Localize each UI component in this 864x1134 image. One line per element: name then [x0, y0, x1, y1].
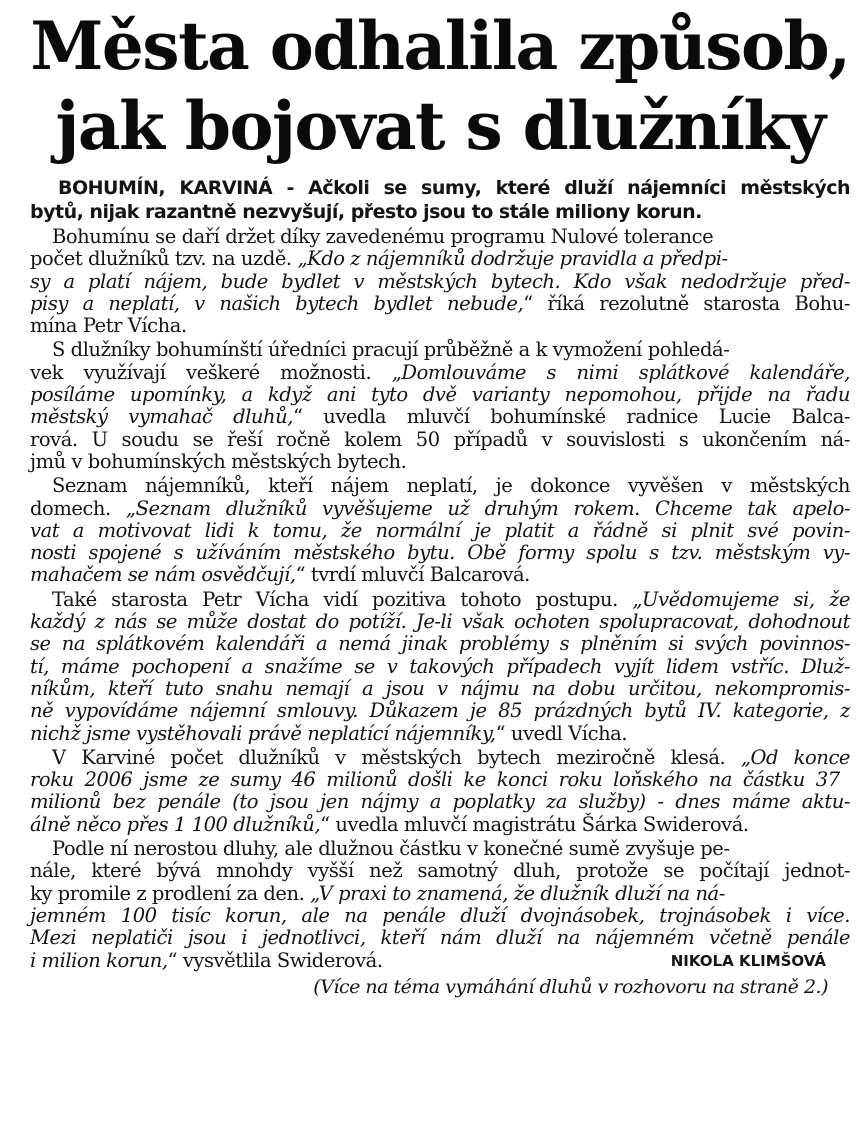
- text-line: [30, 362, 850, 384]
- cross-reference-note: (Více na téma vymáhání dluhů v rozhovoru na straně 2.): [313, 975, 828, 998]
- article-body: [30, 226, 850, 998]
- text-line: [30, 633, 850, 655]
- text-line: [30, 542, 850, 564]
- text-span: Také starosta Petr Vícha vidí pozitiva tohoto postupu.: [52, 587, 633, 611]
- text-span: V Karviné počet dlužníků v městských bytech meziročně klesá.: [52, 745, 741, 769]
- text-line: rová. U soudu se řeší ročně kolem 50 případů v souvislosti s ukončením ná-: [30, 427, 850, 451]
- quote-span: „Kdo z nájemníků dodržuje pravidla a předpi-: [297, 247, 728, 271]
- quote-span: mahačem se nám osvědčují,: [30, 563, 296, 587]
- quote-span: pisy a neplatí, v našich bytech bydlet nebude,: [30, 291, 524, 315]
- quote-span: se na splátkovém kalendáři a nemá jinak problémy s plněním si svých povinnos-: [30, 632, 850, 656]
- text-line: [30, 656, 850, 678]
- text-line: [30, 611, 850, 633]
- text-line: [30, 723, 850, 745]
- quote-span: Mezi neplatiči jsou i jednotlivci, kteří nám dluží na nájemném včetně penále: [30, 926, 850, 950]
- quote-span: jemném 100 tisíc korun, ale na penále dluží dvojnásobek, trojnásobek i více.: [30, 903, 850, 927]
- text-line: [30, 883, 850, 905]
- paragraph-4: [30, 589, 850, 745]
- author-byline: NIKOLA KLIMŠOVÁ: [670, 951, 826, 970]
- text-span: “ tvrdí mluvčí Balcarová.: [295, 563, 530, 587]
- text-span: počet dlužníků tzv. na uzdě.: [30, 247, 298, 271]
- text-line: Bohumínu se daří držet díky zavedenému programu Nulové tolerance: [52, 225, 714, 248]
- quote-span: roku 2006 jsme ze sumy 46 milionů došli ke konci roku loňského na částku 37: [30, 768, 840, 792]
- text-line: [30, 678, 850, 700]
- text-span: ky promile z prodlení za den.: [30, 881, 311, 905]
- text-line: [30, 248, 850, 270]
- text-span: “ vysvětlila Swiderová.: [167, 948, 383, 972]
- text-line: Podle ní nerostou dluhy, ale dlužnou částku v konečné sumě zvyšuje pe-: [52, 837, 730, 861]
- quote-span: nosti spojené s užíváním městského bytu. Obě formy spolu s tzv. městským vy-: [30, 541, 850, 565]
- text-span: “ říká rezolutně starosta Bohu-: [523, 291, 850, 315]
- text-span: “ uvedl Vícha.: [495, 721, 628, 745]
- text-line: [30, 927, 850, 949]
- text-line: mína Petr Vícha.: [30, 314, 187, 338]
- text-line: [30, 406, 850, 428]
- text-line: nále, které bývá mnohdy vyšší než samotný dluh, protože se počítají jednot-: [30, 859, 850, 883]
- text-span: domech.: [30, 496, 126, 520]
- quote-span: sy a platí nájem, bude bydlet v městských bytech. Kdo však nedodržuje před-: [30, 269, 850, 293]
- quote-span: tí, máme pochopení a snažíme se v takových případech vyjít lidem vstříc. Dluž-: [30, 654, 850, 678]
- text-line: [30, 520, 850, 542]
- text-line: Seznam nájemníků, kteří nájem neplatí, je dokonce vyvěšen v městských: [52, 474, 850, 498]
- text-line: [30, 700, 850, 722]
- quote-span: „Uvědomujeme si, že: [632, 587, 850, 611]
- quote-span: „Od konce: [740, 745, 851, 769]
- text-line: [30, 271, 850, 293]
- text-span: “ uvedla mluvčí bohumínské radnice Lucie Balca-: [293, 405, 851, 429]
- paragraph-2: [30, 339, 850, 473]
- text-span: “ uvedla mluvčí magistrátu Šárka Swiderová.: [320, 812, 749, 836]
- lead-line-2: bytů, nijak razantně nezvyšují, přesto jsou to stále miliony korun.: [30, 201, 702, 223]
- quote-span: městský vymahač dluhů,: [30, 405, 294, 429]
- paragraph-1: [30, 226, 850, 337]
- text-line: [30, 769, 850, 791]
- text-line: [30, 293, 850, 315]
- article-headline: [30, 6, 850, 166]
- text-line: [30, 747, 850, 769]
- quote-span: „Domlouváme s nimi splátkové kalendáře,: [391, 360, 851, 384]
- text-line: [30, 589, 850, 611]
- text-line: [30, 384, 850, 406]
- text-span: vek využívají veškeré možnosti.: [30, 360, 392, 384]
- quote-span: álně něco přes 1 100 dlužníků,: [30, 812, 321, 836]
- quote-span: ně vypovídáme nájemní smlouvy. Důkazem je 85 prázdných bytů IV. kategorie, z: [30, 699, 850, 723]
- quote-span: „V praxi to znamená, že dlužník dluží na ná-: [310, 881, 725, 905]
- quote-span: posíláme upomínky, a když ani tyto dvě varianty nepomohou, přijde na řadu: [30, 383, 850, 407]
- headline-line-2: jak bojovat s dlužníky: [55, 87, 825, 165]
- paragraph-5: [30, 747, 850, 836]
- text-line: [30, 950, 850, 972]
- text-line: [30, 905, 850, 927]
- quote-span: níkům, kteří tuto snahu nemají a jsou v nájmu na dobu určitou, nekompromis-: [30, 676, 850, 700]
- lead-line-1: BOHUMÍN, KARVINÁ - Ačkoli se sumy, které dluží nájemníci městských: [58, 177, 850, 199]
- quote-span: vat a motivovat lidi k tomu, že normální je platit a řádně si plnit své povin-: [30, 518, 850, 542]
- paragraph-3: [30, 475, 850, 586]
- quote-span: nichž jsme vystěhovali právě neplatící nájemníky,: [30, 721, 496, 745]
- quote-span: milionů bez penále (to jsou jen nájmy a poplatky za služby) - dnes máme aktu-: [30, 790, 850, 814]
- text-line: jmů v bohumínských městských bytech.: [30, 449, 407, 473]
- quote-span: „Seznam dlužníků vyvěšujeme už druhým rokem. Chceme tak apelo-: [125, 496, 850, 520]
- text-line: [30, 791, 850, 813]
- quote-span: každý z nás se může dostat do potíží. Je-li však ochoten spolupracovat, dohodnout: [30, 610, 850, 634]
- paragraph-6: [30, 838, 850, 972]
- text-line: [30, 564, 850, 586]
- quote-span: i milion korun,: [30, 948, 168, 972]
- text-line: [30, 814, 850, 836]
- headline-line-1: Města odhalila způsob,: [30, 7, 850, 85]
- article-lead: [30, 176, 850, 224]
- text-line: [30, 498, 850, 520]
- text-line: S dlužníky bohumínští úředníci pracují průběžně a k vymožení pohledá-: [52, 338, 730, 362]
